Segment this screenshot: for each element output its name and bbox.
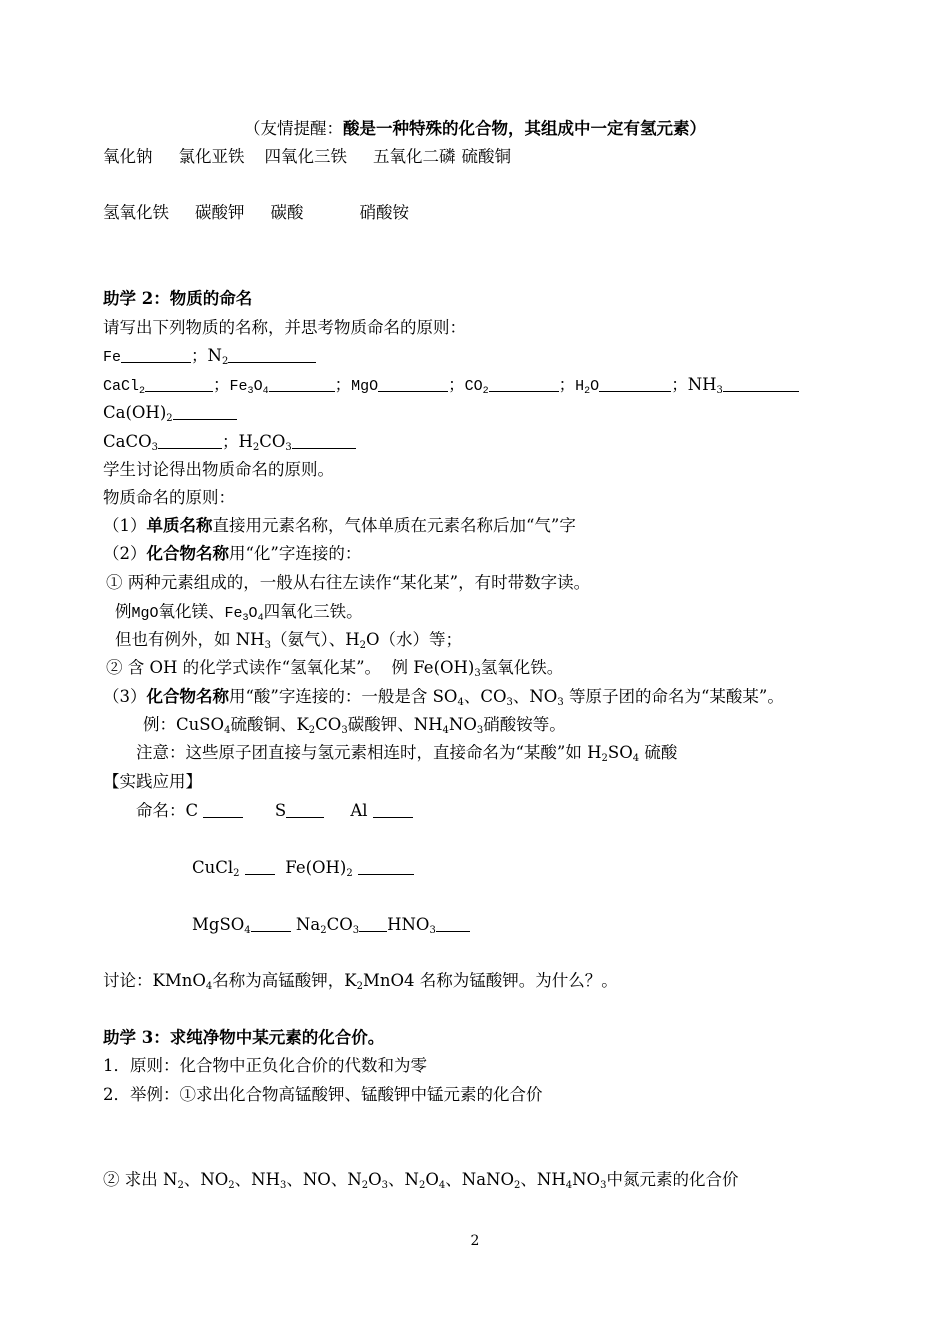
section3-item-1: 1．原则：化合物中正负化合价的代数和为零 [103, 1056, 427, 1075]
note-text: 注意：这些原子团直接与氢元素相连时，直接命名为“某酸”如 H [136, 743, 602, 762]
note-text: SO [607, 743, 633, 762]
rule-text: 用“酸”字连接的：一般是含 SO [229, 687, 458, 706]
rule-prefix: （2） [103, 544, 147, 563]
name-item: 五氧化二磷 [373, 147, 456, 166]
reminder-open: （友情提醒： [244, 119, 343, 138]
rule-1 [103, 515, 576, 537]
section2-title: 助学 2：物质的命名 [103, 289, 253, 308]
rule-text: 等原子团的命名为“某酸某”。 [563, 687, 784, 706]
example-text: 硝酸铵等。 [483, 715, 566, 734]
example-text: 四氧化三铁。 [263, 602, 363, 621]
rule-text: 用“化”字连接的： [229, 544, 362, 563]
exercise-line-2: CaCl$_2$ ；$Fe_3O_4$ ；MgO ；$CO_2$ ；$H_2O$ ；$NH_3$ [103, 374, 799, 398]
rule-3-note: 注意：这些原子团直接与氢元素相连时，直接命名为“某酸”如 $H_2SO_4$ 硫酸 [136, 743, 678, 764]
example-text: NO [448, 715, 477, 734]
page-number: 2 [470, 1233, 480, 1249]
practice-line-2: CuCl$_2$ $Fe(OH)_2$ [192, 857, 414, 879]
rule-3-example: 例：CuSO$_4$硫酸铜、$K_2CO_3$碳酸钾、$NH_4NO_3$硝酸铵等。 [143, 715, 566, 736]
rule-text: 、NO [512, 687, 558, 706]
practice-line-1: 命名：C S Al [136, 800, 413, 822]
names-row-2 [103, 202, 409, 224]
rule-2-item-1: ① 两种元素组成的，一般从右往左读作“某化某”，有时带数字读。 [106, 573, 591, 592]
practice-line-3: MgSO$_4$ $Na_2CO_3$ $HNO_3$ [192, 914, 470, 936]
section3-title: 助学 3：求纯净物中某元素的化合价。 [103, 1028, 385, 1047]
rule-prefix: （3） [103, 687, 147, 706]
rule-text: 氢氧化铁。 [480, 658, 564, 677]
rule-2-exception: 但也有例外，如 $NH_3$（氨气）、$H_2O$（水）等； [115, 630, 462, 651]
exception-text: （氨气）、H [270, 630, 360, 649]
note-text: 硫酸 [639, 743, 678, 762]
rule-2 [103, 543, 361, 565]
rule-prefix: （1） [103, 516, 147, 535]
discussion-line: 学生讨论得出物质命名的原则。 [103, 460, 334, 479]
exercise-line-1: Fe ；$N_2$ [103, 345, 316, 369]
reminder-line [0, 118, 950, 140]
exercise-line-3: $Ca(OH)_2$ [103, 402, 237, 424]
rule-2-example: 例MgO氧化镁、$Fe_3O_4$四氧化三铁。 [115, 602, 363, 624]
section3-item-2: 2．举例：①求出化合物高锰酸钾、锰酸钾中锰元素的化合价 [103, 1085, 543, 1104]
example-text: 例：CuSO [143, 715, 225, 734]
rule-text: 直接用元素名称，气体单质在元素名称后加“气”字 [212, 516, 576, 535]
example-text: 氧化镁、 [158, 602, 225, 621]
discussion-text: MnO4 名称为锰酸钾。为什么？。 [362, 971, 618, 990]
discussion-question: 讨论：KMnO$_4$名称为高锰酸钾，$K_2MnO4$ 名称为锰酸钾。为什么？。 [103, 971, 618, 992]
discussion-text: 名称为高锰酸钾，K [212, 971, 357, 990]
example-text: 硫酸铜、K [230, 715, 309, 734]
practice-title: 【实践应用】 [103, 772, 202, 791]
name-item: 氧化钠 [103, 147, 153, 166]
exception-text: O（水）等； [365, 630, 462, 649]
rule-text: ② 含 OH 的化学式读作“氢氧化某”。 例 Fe(OH) [106, 658, 475, 677]
name-item: 氢氧化铁 [103, 203, 169, 222]
rule-bold: 化合物名称 [146, 544, 229, 563]
item-text: 中氮元素的化合价 [606, 1170, 739, 1189]
reminder-close: ） [689, 119, 706, 138]
reminder-bold: 酸是一种特殊的化合物，其组成中一定有氢元素 [343, 119, 690, 138]
section3-item-3: ② 求出 $N_2$、$NO_2$、$NH_3$、NO、$N_2O_3$、$N_2O_4$、NaNO$_2$、$NH_4NO_3$中氮元素的化合价 [103, 1170, 739, 1191]
example-text: 碳酸钾、NH [347, 715, 443, 734]
exception-text: 但也有例外，如 NH [115, 630, 265, 649]
name-item: 碳酸 [270, 203, 304, 222]
section2-instruction: 请写出下列物质的名称，并思考物质命名的原则： [103, 318, 466, 337]
rule-text: 、CO [463, 687, 507, 706]
rule-bold: 化合物名称 [146, 687, 229, 706]
practice-label: 命名： [136, 801, 186, 820]
rule-3: （3）化合物名称用“酸”字连接的：一般是含 $SO_4$、$CO_3$、$NO_3$ 等原子团的命名为“某酸某”。 [103, 687, 784, 708]
rule-2-item-2: ② 含 OH 的化学式读作“氢氧化某”。 例 $Fe(OH)_3$氢氧化铁。 [106, 658, 564, 679]
name-item: 硝酸铵 [359, 203, 409, 222]
name-item: 碳酸钾 [195, 203, 245, 222]
name-item: 氯化亚铁 [178, 147, 245, 166]
principles-title: 物质命名的原则： [103, 488, 235, 507]
example-text: CO [315, 715, 342, 734]
rule-bold: 单质名称 [146, 516, 213, 535]
name-item: 四氧化三铁 [264, 147, 347, 166]
item-text: ② 求出 N [103, 1170, 178, 1189]
names-row-1 [103, 146, 511, 168]
name-item: 硫酸铜 [461, 147, 511, 166]
example-text: 例 [115, 602, 132, 621]
discussion-text: 讨论：KMnO [103, 971, 206, 990]
exercise-line-4: CaCO$_3$ ；$H_2CO_3$ [103, 431, 356, 453]
